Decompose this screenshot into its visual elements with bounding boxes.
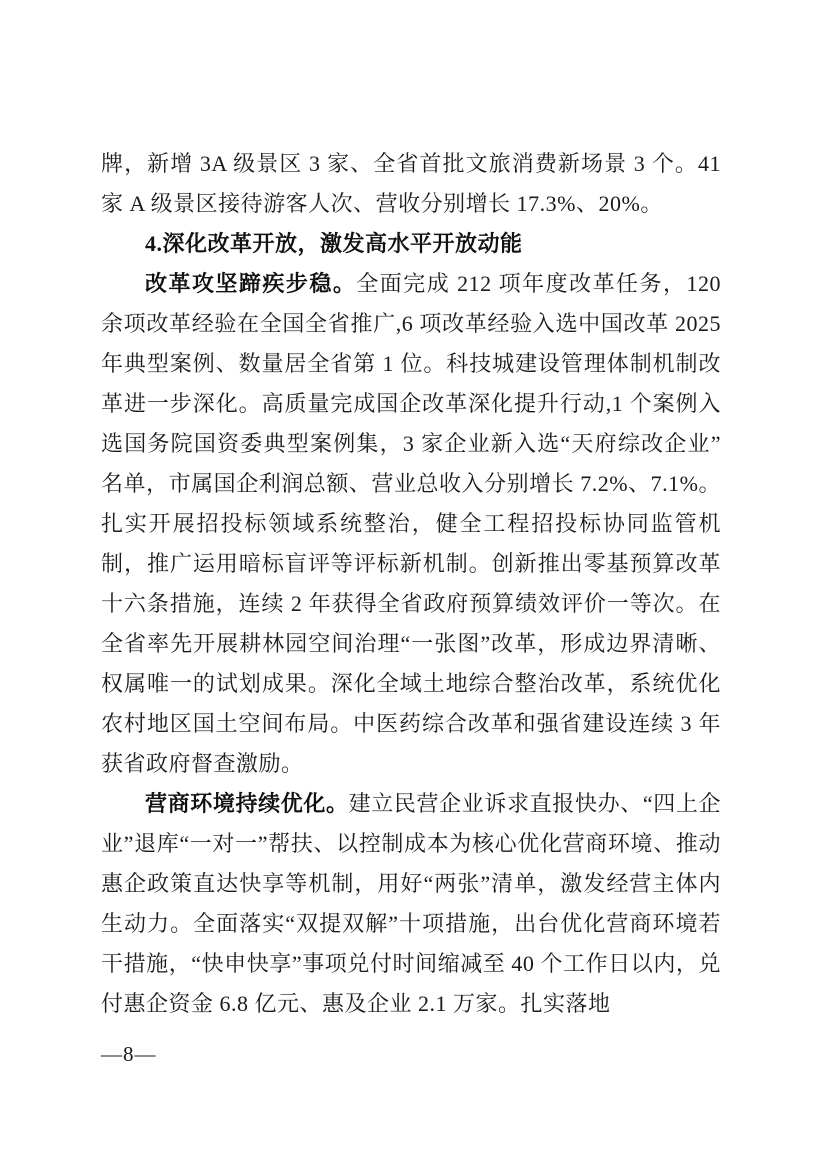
paragraph-continuation: 牌，新增 3A 级景区 3 家、全省首批文旅消费新场景 3 个。41 家 A 级景区接待游客人次、营收分别增长 17.3%、20%。 — [101, 151, 721, 216]
paragraph-business — [101, 784, 721, 1024]
paragraph-reform-lead: 改革攻坚蹄疾步稳。 — [145, 271, 357, 296]
paragraph-business-body: 建立民营企业诉求直报快办、“四上企业”退库“一对一”帮扶、以控制成本为核心优化营商环境、推动惠企政策直达快享等机制，用好“两张”清单，激发经营主体内生动力。全面落实“双提双解”十项措施，出台优化营商环境若干措施，“快申快享”事项兑付时间缩减至 40 个工作日以内，兑付惠企资金 6.8 亿元、惠及企业 2.1 万家。扎实落地 — [101, 791, 722, 1016]
page-number: —8— — [101, 1042, 157, 1066]
document-body — [101, 144, 721, 1024]
paragraph-business-lead: 营商环境持续优化。 — [145, 791, 349, 816]
paragraph-reform — [101, 264, 721, 784]
section-heading: 4.深化改革开放，激发高水平开放动能 — [145, 231, 523, 256]
paragraph-reform-body: 全面完成 212 项年度改革任务，120 余项改革经验在全国全省推广,6 项改革经验入选中国改革 2025 年典型案例、数量居全省第 1 位。科技城建设管理体制机制改革进一步深化。高质量完成国企改革深化提升行动,1 个案例入选国务院国资委典型案例集，3 家企业新入选“天府综改企业”名单，市属国企利润总额、营业总收入分别增长 7.2%、7.1%。扎实开展招投标领域系统整治，健全工程招投标协同监管机制，推广运用暗标盲评等评标新机制。创新推出零基预算改革十六条措施，连续 2 年获得全省政府预算绩效评价一等次。在全省率先开展耕林园空间治理“一张图”改革，形成边界清晰、权属唯一的试划成果。深化全域土地综合整治改革，系统优化农村地区国土空间布局。中医药综合改革和强省建设连续 3 年获省政府督查激励。 — [101, 271, 722, 776]
